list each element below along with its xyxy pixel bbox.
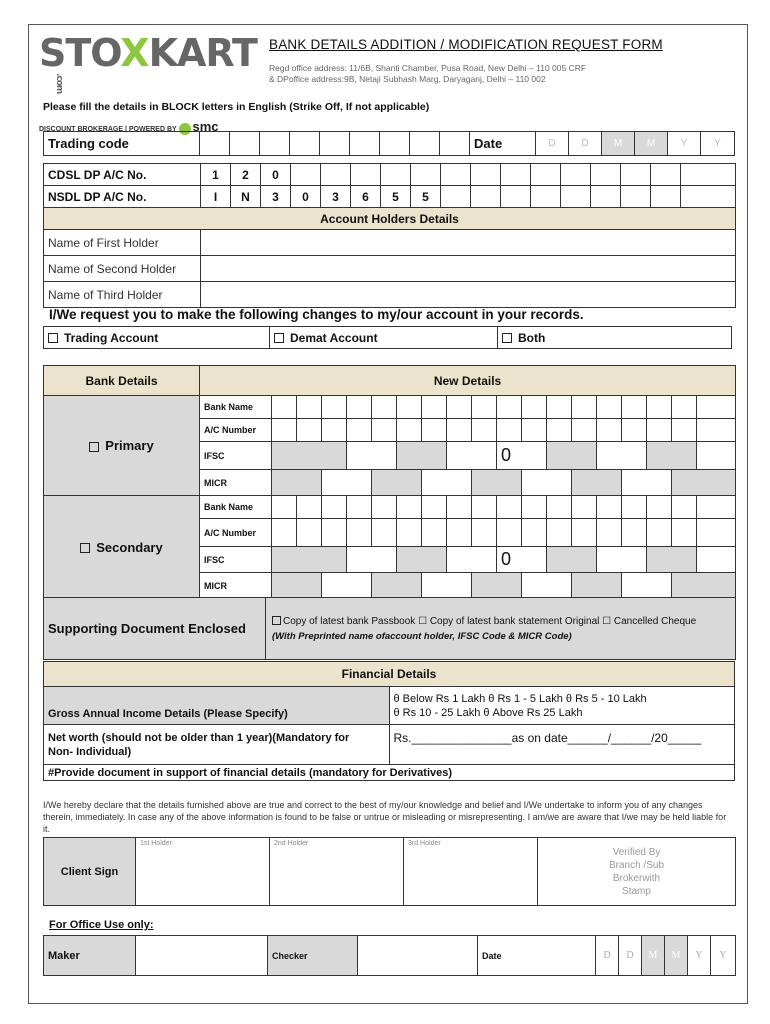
cdsl-label: CDSL DP A/C No.: [44, 164, 201, 186]
primary-bank-name-box[interactable]: [522, 396, 547, 419]
office-use-table: [43, 935, 736, 976]
primary-ac-box[interactable]: [597, 419, 622, 442]
secondary-bank-name-box[interactable]: [497, 496, 522, 519]
option-trading-label: Trading Account: [64, 330, 159, 345]
primary-bank-name-box[interactable]: [322, 396, 347, 419]
secondary-bank-option[interactable]: [44, 496, 200, 599]
secondary-ac-box[interactable]: [672, 519, 697, 547]
trading-code-box[interactable]: [410, 132, 440, 156]
office-date-box[interactable]: D: [619, 936, 642, 976]
nsdl-box[interactable]: [651, 186, 681, 208]
cdsl-box[interactable]: [351, 164, 381, 186]
secondary-bank-name-box[interactable]: [372, 496, 397, 519]
secondary-ifsc-box[interactable]: [597, 547, 647, 573]
cdsl-digit[interactable]: 1: [201, 164, 231, 186]
new-details-heading: New Details: [200, 366, 736, 396]
secondary-ac-box[interactable]: [572, 519, 597, 547]
primary-micr-box[interactable]: [572, 470, 622, 496]
primary-bank-name-box[interactable]: [697, 396, 736, 419]
office-date-box[interactable]: D: [596, 936, 619, 976]
nsdl-box[interactable]: [591, 186, 621, 208]
secondary-ifsc-box[interactable]: 0: [497, 547, 547, 573]
primary-micr-box[interactable]: [472, 470, 522, 496]
second-holder-sign[interactable]: 2nd Holder: [270, 838, 404, 906]
secondary-micr-box[interactable]: [572, 573, 622, 599]
primary-ifsc-box[interactable]: [272, 442, 347, 470]
dp-account-table: [43, 163, 736, 308]
trading-code-box[interactable]: [320, 132, 350, 156]
first-holder-label: Name of First Holder: [44, 230, 201, 256]
cdsl-box[interactable]: [561, 164, 591, 186]
secondary-bank-name-box[interactable]: [597, 496, 622, 519]
secondary-bank-name-box[interactable]: [622, 496, 647, 519]
primary-ac-box[interactable]: [322, 419, 347, 442]
secondary-ifsc-box[interactable]: [647, 547, 697, 573]
office-use-heading: For Office Use only:: [49, 919, 154, 931]
form-title: BANK DETAILS ADDITION / MODIFICATION REQUEST FORM: [269, 37, 663, 52]
cdsl-digit[interactable]: 2: [231, 164, 261, 186]
networth-label: [44, 725, 390, 765]
cdsl-digit[interactable]: 0: [261, 164, 291, 186]
secondary-ifsc-box[interactable]: [272, 547, 347, 573]
secondary-ac-box[interactable]: [397, 519, 422, 547]
option-both[interactable]: [498, 327, 732, 349]
cdsl-box[interactable]: [621, 164, 651, 186]
secondary-ac-box[interactable]: [547, 519, 572, 547]
secondary-micr-box[interactable]: [422, 573, 472, 599]
nsdl-digit[interactable]: N: [231, 186, 261, 208]
secondary-bank-name-box[interactable]: [572, 496, 597, 519]
primary-ifsc-box[interactable]: [697, 442, 736, 470]
logo-dotcom: .com: [54, 73, 64, 94]
trading-code-box[interactable]: [380, 132, 410, 156]
secondary-bank-name-box[interactable]: [547, 496, 572, 519]
secondary-ifsc-label: IFSC: [200, 547, 272, 573]
supporting-docs-table: [43, 597, 736, 660]
office-date-box[interactable]: M: [665, 936, 688, 976]
checkbox-icon[interactable]: [80, 543, 90, 553]
signature-table: [43, 837, 736, 906]
primary-micr-box[interactable]: [422, 470, 472, 496]
trading-code-box[interactable]: [440, 132, 470, 156]
secondary-ac-box[interactable]: [322, 519, 347, 547]
checkbox-icon[interactable]: [89, 442, 99, 452]
nsdl-label: NSDL DP A/C No.: [44, 186, 201, 208]
secondary-bank-name-box[interactable]: [272, 496, 297, 519]
secondary-bank-name-box[interactable]: [347, 496, 372, 519]
primary-bank-name-box[interactable]: [597, 396, 622, 419]
primary-bank-name-box[interactable]: [397, 396, 422, 419]
trading-code-box[interactable]: [290, 132, 320, 156]
primary-ac-box[interactable]: [547, 419, 572, 442]
primary-micr-label: MICR: [200, 470, 272, 496]
checker-input[interactable]: [358, 936, 478, 976]
income-options-line-1: θ Below Rs 1 Lakh θ Rs 1 - 5 Lakh θ Rs 5 - 10 Lakh: [393, 692, 647, 705]
secondary-ifsc-box[interactable]: [347, 547, 397, 573]
trading-code-box[interactable]: [230, 132, 260, 156]
primary-ac-box[interactable]: [672, 419, 697, 442]
logo-smc: smc: [192, 119, 219, 134]
date-box[interactable]: D: [569, 132, 602, 156]
date-box[interactable]: M: [602, 132, 635, 156]
date-box[interactable]: Y: [701, 132, 735, 156]
logo-text-kart: KART: [148, 31, 257, 75]
primary-micr-box[interactable]: [622, 470, 672, 496]
third-holder-input[interactable]: [201, 282, 736, 308]
checkbox-icon[interactable]: [502, 333, 512, 343]
date-box[interactable]: D: [536, 132, 569, 156]
secondary-bank-name-box[interactable]: [647, 496, 672, 519]
checkbox-icon[interactable]: [48, 333, 58, 343]
secondary-ifsc-box[interactable]: [547, 547, 597, 573]
form-page: [28, 24, 748, 1004]
secondary-ac-box[interactable]: [272, 519, 297, 547]
bank-details-table: [43, 365, 736, 599]
primary-bank-name-box[interactable]: [447, 396, 472, 419]
primary-ac-box[interactable]: [297, 419, 322, 442]
primary-ac-box[interactable]: [272, 419, 297, 442]
secondary-micr-box[interactable]: [672, 573, 736, 599]
primary-bank-name-box[interactable]: [572, 396, 597, 419]
financial-table: [43, 661, 735, 781]
address-line-1: Regd office address: 11/6B, Shanti Chamber, Pusa Road, New Delhi – 110 005 CRF: [269, 63, 587, 73]
trading-code-label: Trading code: [44, 132, 200, 156]
secondary-ac-box[interactable]: [347, 519, 372, 547]
third-holder-label: Name of Third Holder: [44, 282, 201, 308]
trading-code-box[interactable]: [350, 132, 380, 156]
secondary-ac-box[interactable]: [497, 519, 522, 547]
cdsl-box[interactable]: [591, 164, 621, 186]
third-holder-sign[interactable]: 3rd Holder: [404, 838, 538, 906]
option-trading-account[interactable]: [44, 327, 270, 349]
secondary-ac-box[interactable]: [597, 519, 622, 547]
maker-input[interactable]: [136, 936, 268, 976]
income-options[interactable]: [389, 687, 735, 725]
primary-bank-name-box[interactable]: [347, 396, 372, 419]
secondary-ac-box[interactable]: [522, 519, 547, 547]
office-date-box[interactable]: Y: [711, 936, 736, 976]
declaration-text: I/We hereby declare that the details furnished above are true and correct to the best of my/our knowledge and belief and I/We undertake to inform you of any changes therein, immediately. In case any of the above information is found to be false or untrue or misleading or misrepresenting. I am/we are aware that I/we may be held liable for it.: [43, 800, 727, 834]
nsdl-digit[interactable]: 6: [351, 186, 381, 208]
checker-label: Checker: [268, 936, 358, 976]
date-label: Date: [470, 132, 536, 156]
income-options-line-2: θ Rs 10 - 25 Lakh θ Above Rs 25 Lakh: [393, 706, 583, 719]
networth-label-line-2: Non- Individual): [48, 745, 132, 758]
second-holder-label: Name of Second Holder: [44, 256, 201, 282]
client-sign-label: Client Sign: [44, 838, 136, 906]
option-both-label: Both: [518, 330, 546, 345]
secondary-bank-name-box[interactable]: [447, 496, 472, 519]
primary-ac-box[interactable]: [397, 419, 422, 442]
second-holder-input[interactable]: [201, 256, 736, 282]
logo-text-x: X: [120, 31, 149, 75]
cdsl-box[interactable]: [441, 164, 471, 186]
primary-bank-option[interactable]: [44, 396, 200, 496]
primary-label: Primary: [105, 438, 154, 453]
primary-ifsc-box[interactable]: [597, 442, 647, 470]
secondary-ifsc-box[interactable]: [697, 547, 736, 573]
nsdl-box[interactable]: [441, 186, 471, 208]
supporting-docs-label: Supporting Document Enclosed: [44, 598, 266, 660]
nsdl-box[interactable]: [621, 186, 651, 208]
account-type-table: [43, 326, 732, 349]
secondary-micr-box[interactable]: [472, 573, 522, 599]
secondary-ac-box[interactable]: [372, 519, 397, 547]
option-demat-label: Demat Account: [290, 330, 378, 345]
primary-micr-box[interactable]: [672, 470, 736, 496]
nsdl-box[interactable]: [471, 186, 501, 208]
trading-code-table: [43, 131, 735, 156]
supporting-docs-options[interactable]: [266, 598, 736, 660]
nsdl-digit[interactable]: 5: [381, 186, 411, 208]
cdsl-box[interactable]: [651, 164, 681, 186]
trading-code-box[interactable]: [260, 132, 290, 156]
primary-ac-box[interactable]: [347, 419, 372, 442]
secondary-label: Secondary: [96, 539, 163, 555]
primary-ac-box[interactable]: [622, 419, 647, 442]
primary-ifsc-box[interactable]: 0: [497, 442, 547, 470]
primary-bank-name-label: Bank Name: [200, 396, 272, 419]
nsdl-digit[interactable]: 0: [291, 186, 321, 208]
nsdl-digit[interactable]: 3: [261, 186, 291, 208]
primary-ifsc-box[interactable]: [347, 442, 397, 470]
secondary-ac-box[interactable]: [447, 519, 472, 547]
primary-bank-name-box[interactable]: [422, 396, 447, 419]
first-holder-sign[interactable]: 1st Holder: [136, 838, 270, 906]
date-box[interactable]: Y: [668, 132, 701, 156]
secondary-bank-name-box[interactable]: [297, 496, 322, 519]
secondary-ac-box[interactable]: [472, 519, 497, 547]
secondary-micr-box[interactable]: [522, 573, 572, 599]
secondary-ac-box[interactable]: [422, 519, 447, 547]
primary-bank-name-box[interactable]: [622, 396, 647, 419]
option-demat-account[interactable]: [270, 327, 498, 349]
cdsl-box[interactable]: [291, 164, 321, 186]
supporting-options-text: Copy of latest bank Passbook ☐ Copy of latest bank statement Original ☐ Cancelled Cheque: [283, 615, 697, 627]
primary-ac-box[interactable]: [647, 419, 672, 442]
primary-ifsc-box[interactable]: [547, 442, 597, 470]
account-holders-heading: Account Holders Details: [44, 208, 736, 230]
primary-micr-box[interactable]: [522, 470, 572, 496]
cdsl-box[interactable]: [321, 164, 351, 186]
secondary-bank-name-box[interactable]: [697, 496, 736, 519]
secondary-ac-box[interactable]: [647, 519, 672, 547]
secondary-ifsc-box[interactable]: [397, 547, 447, 573]
supporting-note: (With Preprinted name ofaccount holder, IFSC Code & MICR Code): [272, 630, 572, 642]
checkbox-icon[interactable]: [274, 333, 284, 343]
secondary-bank-name-box[interactable]: [322, 496, 347, 519]
cdsl-box[interactable]: [471, 164, 501, 186]
nsdl-box[interactable]: [561, 186, 591, 208]
primary-bank-name-box[interactable]: [497, 396, 522, 419]
cdsl-box[interactable]: [531, 164, 561, 186]
bank-details-heading: Bank Details: [44, 366, 200, 396]
secondary-ac-box[interactable]: [697, 519, 736, 547]
nsdl-digit[interactable]: 3: [321, 186, 351, 208]
secondary-micr-box[interactable]: [322, 573, 372, 599]
primary-ifsc-box[interactable]: [647, 442, 697, 470]
office-date-box[interactable]: Y: [688, 936, 711, 976]
secondary-ifsc-box[interactable]: [447, 547, 497, 573]
primary-ifsc-box[interactable]: [447, 442, 497, 470]
primary-bank-name-box[interactable]: [647, 396, 672, 419]
income-label: Gross Annual Income Details (Please Specify): [44, 687, 390, 725]
primary-ac-box[interactable]: [447, 419, 472, 442]
address-line-2: & DPoffice address:9B, Netaji Subhash Marg, Daryaganj, Delhi – 110 002: [269, 74, 546, 84]
networth-input[interactable]: Rs._______________as on date______/______/20_____: [389, 725, 735, 765]
logo-tagline: DISCOUNT BROKERAGE | POWERED BY: [39, 126, 177, 133]
primary-ac-box[interactable]: [422, 419, 447, 442]
secondary-ac-box[interactable]: [622, 519, 647, 547]
provide-doc-note: #Provide document in support of financial details (mandatory for Derivatives): [44, 765, 735, 781]
secondary-ac-box[interactable]: [297, 519, 322, 547]
secondary-bank-name-box[interactable]: [472, 496, 497, 519]
primary-micr-box[interactable]: [322, 470, 372, 496]
primary-micr-box[interactable]: [272, 470, 322, 496]
secondary-micr-box[interactable]: [622, 573, 672, 599]
nsdl-box[interactable]: [681, 186, 736, 208]
secondary-bank-name-box[interactable]: [522, 496, 547, 519]
primary-bank-name-box[interactable]: [672, 396, 697, 419]
request-text: I/We request you to make the following changes to my/our account in your records.: [49, 307, 584, 322]
cdsl-box[interactable]: [411, 164, 441, 186]
nsdl-box[interactable]: [501, 186, 531, 208]
trading-code-box[interactable]: [200, 132, 230, 156]
office-date-box[interactable]: M: [642, 936, 665, 976]
primary-micr-box[interactable]: [372, 470, 422, 496]
primary-ac-box[interactable]: [572, 419, 597, 442]
secondary-micr-box[interactable]: [372, 573, 422, 599]
secondary-bank-name-box[interactable]: [422, 496, 447, 519]
primary-ac-box[interactable]: [522, 419, 547, 442]
nsdl-box[interactable]: [531, 186, 561, 208]
secondary-bank-name-box[interactable]: [397, 496, 422, 519]
primary-ac-box[interactable]: [472, 419, 497, 442]
primary-ac-number-label: A/C Number: [200, 419, 272, 442]
primary-bank-name-box[interactable]: [472, 396, 497, 419]
secondary-micr-label: MICR: [200, 573, 272, 599]
primary-ifsc-box[interactable]: [397, 442, 447, 470]
primary-bank-name-box[interactable]: [272, 396, 297, 419]
cdsl-box[interactable]: [381, 164, 411, 186]
primary-ac-box[interactable]: [372, 419, 397, 442]
instruction-text: Please fill the details in BLOCK letters in English (Strike Off, If not applicable): [43, 101, 430, 113]
logo-text-sto: STO: [39, 31, 121, 75]
secondary-ac-number-label: A/C Number: [200, 519, 272, 547]
primary-bank-name-box[interactable]: [547, 396, 572, 419]
checkbox-icon[interactable]: [272, 616, 281, 625]
secondary-bank-name-box[interactable]: [672, 496, 697, 519]
date-box[interactable]: M: [635, 132, 668, 156]
nsdl-digit[interactable]: 5: [411, 186, 441, 208]
primary-ac-box[interactable]: [497, 419, 522, 442]
networth-label-line-1: Net worth (should not be older than 1 year)(Mandatory for: [48, 731, 350, 744]
cdsl-box[interactable]: [501, 164, 531, 186]
primary-bank-name-box[interactable]: [372, 396, 397, 419]
first-holder-input[interactable]: [201, 230, 736, 256]
primary-bank-name-box[interactable]: [297, 396, 322, 419]
secondary-micr-box[interactable]: [272, 573, 322, 599]
office-date-label: Date: [478, 936, 596, 976]
secondary-bank-name-label: Bank Name: [200, 496, 272, 519]
verified-by-stamp[interactable]: Verified By Branch /Sub Brokerwith Stamp: [538, 838, 736, 906]
cdsl-box[interactable]: [681, 164, 736, 186]
financial-heading: Financial Details: [44, 662, 735, 687]
maker-label: Maker: [44, 936, 136, 976]
nsdl-digit[interactable]: I: [201, 186, 231, 208]
primary-ifsc-label: IFSC: [200, 442, 272, 470]
primary-ac-box[interactable]: [697, 419, 736, 442]
